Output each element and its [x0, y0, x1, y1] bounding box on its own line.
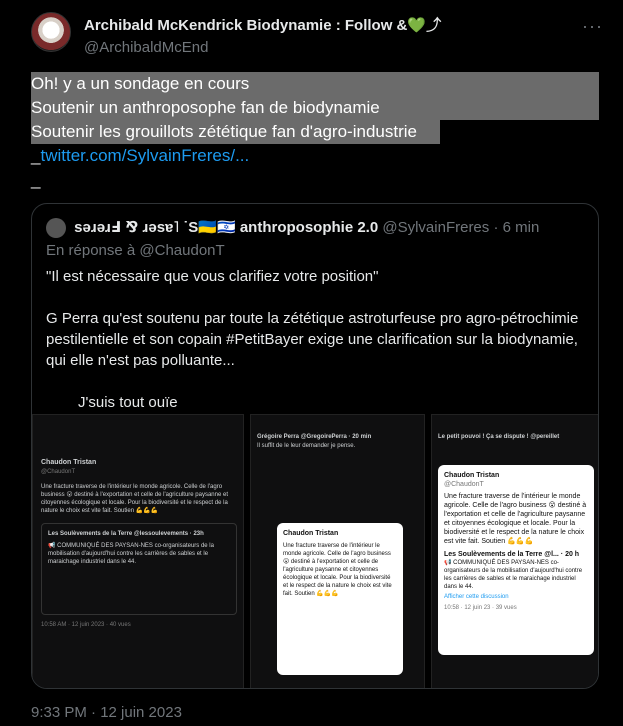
- s2-text: Il suffit de le leur demander je pense.: [257, 443, 356, 449]
- s2-card-author: Chaudon Tristan: [283, 530, 339, 537]
- screenshot-3[interactable]: [431, 414, 599, 689]
- tweet-line-3: Soutenir les grouillots zététique fan d'agro-industrie: [31, 120, 440, 144]
- quoted-author-handle[interactable]: @SylvainFreres: [382, 219, 490, 236]
- tweet-header: [31, 12, 611, 56]
- tweet-line-1: Oh! y a un sondage en cours: [31, 72, 599, 96]
- quoted-tweet-link[interactable]: twitter.com/SylvainFreres/...: [40, 146, 250, 165]
- quoted-paragraph-3: J'suis tout ouïe: [78, 394, 178, 411]
- quoted-paragraph-1: "Il est nécessaire que vous clarifiez votre position": [46, 268, 379, 285]
- s1-timestamp: 10:58 AM · 12 juin 2023 · 40 vues: [41, 622, 131, 628]
- s3-card-quoted-text: 📢 COMMUNIQUÉ DES PAYSAN-NES co-organisateurs de la mobilisation d'aujourd'hui contre les carrières de sables et le maraichage industriel dans le 44.: [444, 560, 583, 590]
- screenshot-1[interactable]: [32, 414, 244, 689]
- more-options-icon[interactable]: ···: [582, 16, 603, 36]
- s3-card-discussion: Afficher cette discussion: [444, 594, 509, 600]
- s3-card-author: Chaudon Tristan: [444, 472, 500, 479]
- author-names: [84, 14, 441, 56]
- heart-icon: 💚: [407, 17, 427, 34]
- tweet-line-2: Soutenir un anthroposophe fan de biodynamie: [31, 96, 599, 120]
- s3-card-handle: @ChaudonT: [444, 481, 484, 488]
- s1-quoted-text: 📢 COMMUNIQUÉ DES PAYSAN-NES co-organisateurs de la mobilisation d'aujourd'hui contre les carrières de sables et le maraichage industriel dans le 44.: [48, 543, 214, 565]
- s3-card-text: Une fracture traverse de l'intérieur le monde agricole. Celle de l'agro business 😮 destiné à l'exportation et celle de l'agriculture paysanne et citoyennes écologique et locale. Pour la biodiversité et le respect de la nature le choix est vite fait. Soutien 💪💪💪: [444, 493, 587, 545]
- tweet-timestamp[interactable]: 9:33 PM · 12 juin 2023: [31, 704, 182, 721]
- s3-embedded-card: [438, 465, 594, 655]
- s1-author-handle: @ChaudonT: [41, 469, 76, 475]
- link-prefix: _: [31, 146, 41, 165]
- quoted-tweet-time: · 6 min: [493, 219, 540, 236]
- s2-card-text: Une fracture traverse de l'intérieur le monde agricole. Celle de l'agro business 😮 destiné à l'exportation et celle de l'agriculture paysanne et citoyennes écologique et locale. Pour la biodiversité et le respect de la nature le choix est vite fait. Soutien 💪💪💪: [283, 543, 392, 597]
- s3-title: Le petit pouvoi ! Ça se dispute ! @pereillet: [438, 434, 560, 440]
- arrow-icon: ⤴: [426, 17, 442, 34]
- quoted-tweet-header: [46, 218, 539, 238]
- reply-to: En réponse à @ChaudonT: [46, 242, 225, 259]
- quoted-author-avatar[interactable]: [46, 218, 66, 238]
- quoted-tweet-body: [46, 266, 586, 434]
- author-handle[interactable]: @ArchibaldMcEnd: [84, 39, 209, 56]
- s3-card-time: 10:58 · 12 juin 23 · 39 vues: [444, 605, 517, 611]
- quoted-tweet-card[interactable]: [31, 203, 599, 689]
- quoted-author-name[interactable]: sǝɹǝɹℲ ⅋ ɹǝsɐ˥ ˙S🇺🇦🇮🇱 anthroposophie 2.0: [74, 219, 379, 236]
- quoted-paragraph-2: G Perra qu'est soutenu par toute la zététique astroturfeuse pro agro-pétrochimie pestilentielle et son copain #PetitBayer exige une clarification sur la biodynamie, qui elle n'est pas polluante...: [46, 310, 579, 369]
- s2-embedded-card: [277, 523, 403, 675]
- tweet-text: [31, 72, 601, 192]
- s1-quoted-author: Les Soulèvements de la Terre @lessoulevements · 23h: [48, 531, 204, 537]
- s3-card-quoted: Les Soulèvements de la Terre @l... · 20 h: [444, 551, 580, 558]
- author-name-text: Archibald McKendrick Biodynamie : Follow &: [84, 17, 408, 34]
- author-avatar[interactable]: [31, 12, 71, 52]
- s1-text: Une fracture traverse de l'intérieur le monde agricole. Celle de l'agro business 😮 destiné à l'exportation et celle de l'agriculture paysanne et citoyennes écologique et locale. Pour la biodiversité et le respect de la nature le choix est vite fait. Soutien 💪💪💪: [41, 484, 228, 514]
- attached-screenshots: [32, 414, 599, 689]
- screenshot-2[interactable]: [250, 414, 425, 689]
- s1-author-name: Chaudon Tristan: [41, 459, 97, 466]
- s2-author: Grégoire Perra @GregoirePerra · 20 min: [257, 434, 372, 440]
- trailing-underscore: _: [31, 170, 41, 189]
- author-display-name[interactable]: [84, 14, 441, 35]
- s1-quoted-card: [41, 523, 237, 615]
